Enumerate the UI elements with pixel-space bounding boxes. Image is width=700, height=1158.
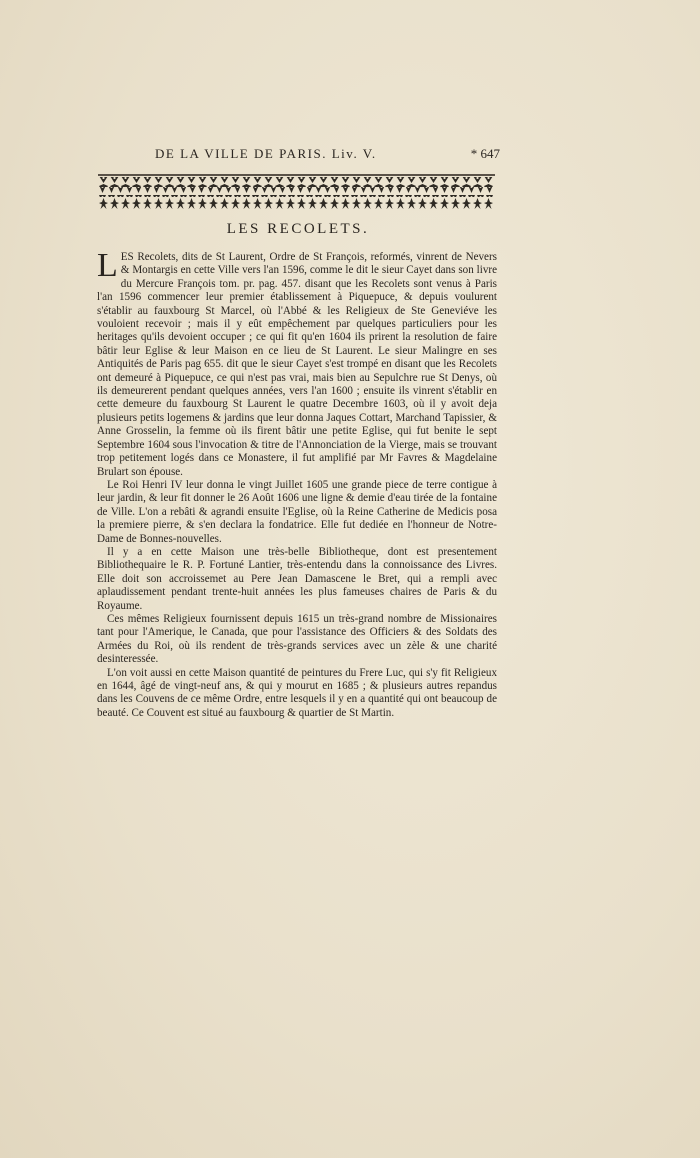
page-number: * 647	[470, 146, 500, 161]
running-head: DE LA VILLE DE PARIS. Liv. V.	[155, 146, 377, 161]
section-title: LES RECOLETS.	[226, 221, 370, 237]
body-text	[97, 247, 497, 720]
paragraph: L'on voit aussi en cette Maison quantité de peintures du Frere Luc, qui s'y fit Religieux en 1644, âgé de vingt-neuf ans, & qui y mourut en 1685 ; & plusieurs autres repandus dans les Couvens de ce même Ordre, entre lesquels il y en a quantité qui ont beaucoup de beauté. Ce Couvent est situé au fauxbourg & quartier de St Martin.	[97, 666, 497, 719]
paragraph: Le Roi Henri IV leur donna le vingt Juillet 1605 une grande piece de terre contigue à leur jardin, & leur fit donner le 26 Août 1606 une ligne & demie d'eau tirée de la fontaine de Ville. L'on a rebâti & agrandi ensuite l'Eglise, où la Reine Catherine de Medicis posa la premiere pierre, & s'en declara la fondatrice. Elle fut dediée en l'honneur de Notre-Dame de Bonnes-nouvelles.	[97, 478, 497, 545]
paragraph: Il y a en cette Maison une très-belle Bibliotheque, dont est presentement Bibliothequaire le R. P. Fortuné Lantier, très-entendu dans la connoissance des Livres. Elle doit son accroissemet au Pere Jean Damascene le Bret, qui a rempli avec aplaudissement pendant trente-huit années les plus fameuses chaires de Paris & du Royaume.	[97, 545, 497, 612]
drop-cap: L	[97, 247, 118, 284]
paragraph-text: ES Recolets, dits de St Laurent, Ordre de St François, reformés, vinrent de Nevers & Montargis en cette Ville vers l'an 1596, comme le dit le sieur Cayet dans son livre du Mercure François tom. pr. pag. 457. disant que les Recolets sont venus à Paris l'an 1596 commencer leur premier établissement à Piquepuce, & depuis voulurent s'établir au fauxbourg St Marcel, où l'Abbé & les Religieux de Ste Geneviéve les vouloient recevoir ; mais il y eût empêchement par quelques particuliers pour les heritages qu'ils devoient occuper ; ce qui fit qu'en 1604 ils prirent la resolution de faire bâtir leur Eglise & leur Maison en ce lieu de St Laurent. Le sieur Malingre en ses Antiquités de Paris pag 655. dit que le sieur Cayet s'est trompé en disant que les Recolets ont demeuré à Piquepuce, ce qui n'est pas vrai, mais bien au Sepulchre rue St Denys, où ils demeurerent pendant quelques années, vers l'an 1600 ; ensuite ils vinrent s'établir en cette demeure du fauxbourg St Laurent le quatre Decembre 1603, où il y avoit deja plusieurs petits logemens & jardins que leur donna Jaques Cottart, Marchand Tapissier, & Anne Grosselin, la femme où ils firent bâtir une petite Eglise, qui fut benite le sept Septembre 1604 sous l'invocation & titre de l'Annonciation de la Vierge, mais se trouvant trop petitement logés dans ce Monastere, il fut amplifié par Mr Favres & Magdelaine Brulart son épouse.	[97, 251, 497, 478]
page-header	[155, 146, 500, 164]
paragraph: Ces mêmes Religieux fournissent depuis 1615 un très-grand nombre de Missionaires tant pour l'Amerique, le Canada, que pour l'assistance des Officiers & des Soldats des Armées du Roi, où ils rendent de très-grands services avec un zèle & une charité desinteressée.	[97, 612, 497, 666]
paragraph	[97, 247, 497, 479]
decorative-ornament-band	[98, 174, 495, 210]
